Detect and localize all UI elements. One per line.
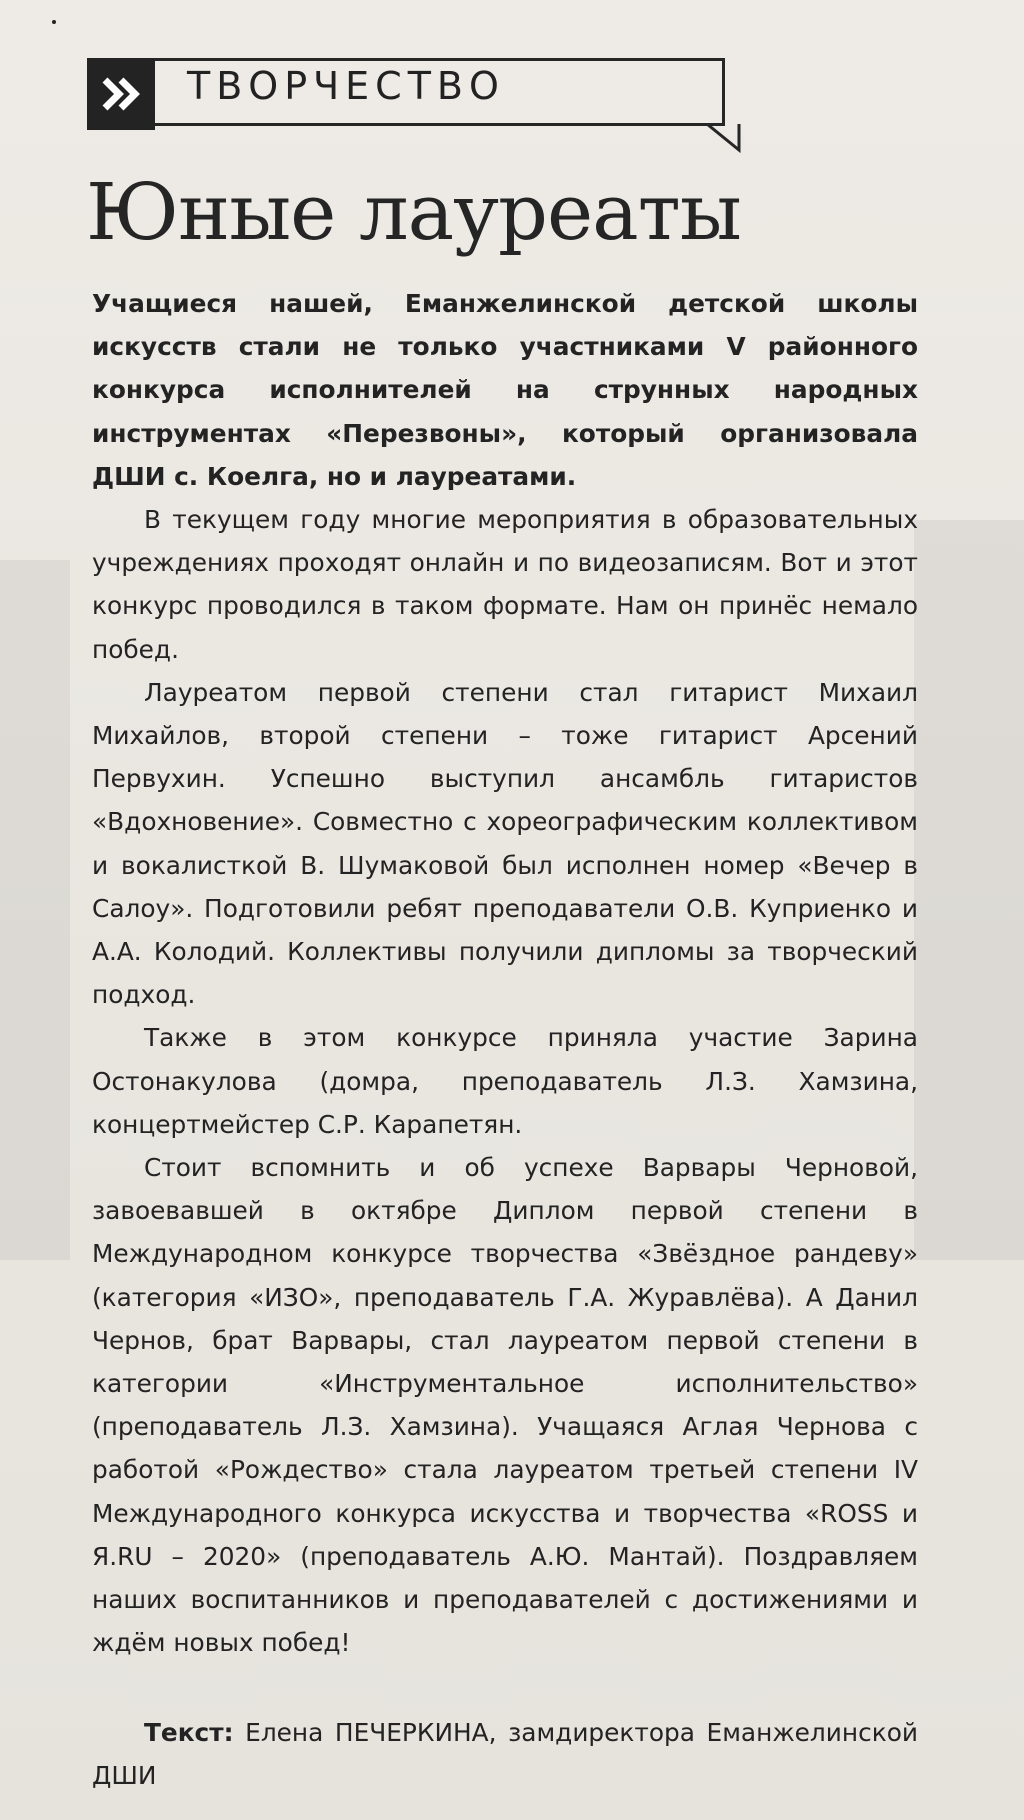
article-paragraph: Лауреатом первой степени стал гитарист Михаил Михайлов, второй степени – тоже гитарист Арсений Первухин. Успешно выступил ансамбль гитаристов «Вдохновение». Совместно с хореографическим коллективом и вокалисткой В. Шумаковой был исполнен номер «Вечер в Салоу». Подготовили ребят преподаватели О.В. Куприенко и А.А. Колодий. Коллективы получили дипломы за творческий подход. (92, 677, 918, 1010)
section-rubric (87, 58, 737, 130)
rubric-frame-tail (705, 124, 745, 154)
rubric-marker (87, 58, 155, 130)
article-lead: Учащиеся нашей, Еманжелинской детской школы искусств стали не только участниками V районного конкурса исполнителей на струнных народных инструментах «Перезвоны», который организовала ДШИ с. Коелга, но и лауреатами. (92, 289, 918, 491)
double-chevron-right-icon (99, 74, 143, 114)
credit-author: Елена ПЕЧЕРКИНА, замдиректора Еманжелинской ДШИ (92, 1717, 918, 1790)
bleed-through-shadow (914, 520, 1024, 1260)
bleed-through-shadow (0, 560, 70, 1260)
article-title: Юные лауреаты (86, 168, 741, 258)
article-paragraph: В текущем году многие мероприятия в образовательных учреждениях проходят онлайн и по видеозаписям. Вот и этот конкурс проводился в таком формате. Нам он принёс немало побед. (92, 505, 918, 664)
section-label: ТВОРЧЕСТВО (187, 64, 505, 108)
credit-label: Текст: (144, 1717, 234, 1747)
article-body (92, 282, 918, 1797)
article-paragraph: Также в этом конкурсе приняла участие Зарина Остонакулова (домра, преподаватель Л.З. Хамзина, концертмейстер С.Р. Карапетян. (92, 1023, 918, 1139)
print-speck (52, 20, 56, 24)
article-credit (92, 1711, 918, 1797)
article-paragraph: Стоит вспомнить и об успехе Варвары Черновой, завоевавшей в октябре Диплом первой степени в Международном конкурсе творчества «Звёздное рандеву» (категория «ИЗО», преподаватель Г.А. Журавлёва). А Данил Чернов, брат Варвары, стал лауреатом первой степени в категории «Инструментальное исполнительство» (преподаватель Л.З. Хамзина). Учащаяся Аглая Чернова с работой «Рождество» стала лауреатом третьей степени IV Международного конкурса искусства и творчества «ROSS и Я.RU – 2020» (преподаватель А.Ю. Мантай). Поздравляем наших воспитанников и преподавателей с достижениями и ждём новых побед! (92, 1153, 918, 1658)
